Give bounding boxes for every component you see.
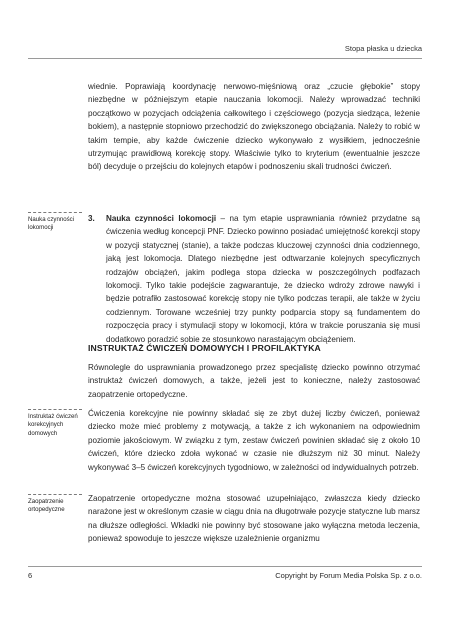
paragraph-1-text: wiednie. Poprawiają koordynację nerwowo-mięśniową oraz „czucie głębokie” stopy niezbędne w późniejszym etapie nauczania lokomocji. Należy wprowadzać techniki początkowo w pozycjach odciążenia całkowitego i częściowego (pozycja siedząca, leżenie bokiem), a następnie stopniowo przechodzić do zwiększonego obciążania. Należy to robić w takim tempie, aby każde ćwiczenie dziecko wykonywało z wysiłkiem, jednocześnie utrzymując prawidłową korekcję stopy. Właściwie tylko to kryterium (ewentualnie jeszcze ból) decyduje o przejściu do kolejnych etapów i podnoszeniu skali trudności ćwiczeń.: [88, 82, 420, 172]
paragraph-2-text: Równolegle do usprawniania prowadzonego przez specjalistę dziecko powinno otrzymać instruktaż ćwiczeń domowych, a także, jeżeli jest to konieczne, należy zastosować zaopatrzenie ortopedyczne.: [88, 363, 420, 399]
copyright-notice: Copyright by Forum Media Polska Sp. z o.o.: [275, 571, 422, 580]
list-item-text: – na tym etapie usprawniania również przydatne są ćwiczenia według koncepcji PNF. Dziecko powinno posiadać umiejętność korekcji stopy w pozycji statycznej (stanie), a także podczas kluczowej czynności dnia codziennego, jaką jest lokomocja. Dlatego niezbędne jest odtwarzanie kolejnych specyficznych rodzajów obciążeń, jakim podlega stopa dziecka w poszczególnych podfazach lokomocji. Tylko takie podejście zagwarantuje, że dziecko wdroży zdrowe nawyki i będzie potrafiło zastosować korekcję stopy nie tylko podczas terapii, ale także w życiu codziennym. Torowane wcześniej trzy punkty podparcia stopy są fundamentem do rozpoczęcia pracy i stymulacji stopy w lokomocji, która w trakcie poruszania się musi dodatkowo poradzić sobie ze stosunkowo narastającym obciążeniem.: [106, 214, 420, 344]
header-rule: [28, 58, 422, 59]
paragraph-3: [88, 407, 420, 474]
list-item-3: [88, 212, 420, 346]
section-heading: INSTRUKTAŻ ĆWICZEŃ DOMOWYCH I PROFILAKTYKA: [88, 343, 321, 353]
page-number: 6: [28, 571, 33, 580]
paragraph-1: [88, 80, 420, 174]
list-number: 3.: [88, 214, 95, 223]
list-item-lead: Nauka czynności lokomocji: [106, 214, 217, 223]
margin-note-orthopedic: Zaopatrzenie ortopedyczne: [28, 494, 82, 515]
paragraph-3-text: Ćwiczenia korekcyjne nie powinny składać się ze zbyt dużej liczby ćwiczeń, ponieważ dziecko może mieć problemy z motywacją, a także z ich wykonaniem na odpowiednim poziomie jakościowym. W związku z tym, zestaw ćwiczeń powinien składać się z około 10 ćwiczeń, które dziecko zdoła wykonać w czasie nie dłuższym niż 30 minut. Należy wykonywać 3–5 ćwiczeń korekcyjnych tygodniowo, w zależności od indywidualnych potrzeb.: [88, 409, 420, 472]
margin-note-locomotion: Nauka czynności lokomocji: [28, 212, 82, 233]
paragraph-4-text: Zaopatrzenie ortopedyczne można stosować uzupełniająco, zwłaszcza kiedy dziecko narażone jest w określonym czasie w ciągu dnia na długotrwałe pozycje statyczne lub marsz na dłuższe odległości. Wkładki nie powinny być stosowane jako wyłączna metoda leczenia, ponieważ spowoduje to jeszcze większe uzależnienie organizmu: [88, 494, 420, 544]
running-head: Stopa płaska u dziecka: [344, 44, 422, 53]
list-item-content: [106, 212, 420, 346]
footer-rule: [28, 566, 422, 567]
margin-note-home-exercises: Instruktaż ćwiczeń korekcyjnych domowych: [28, 409, 82, 438]
paragraph-2: [88, 361, 420, 401]
paragraph-4: [88, 492, 420, 546]
